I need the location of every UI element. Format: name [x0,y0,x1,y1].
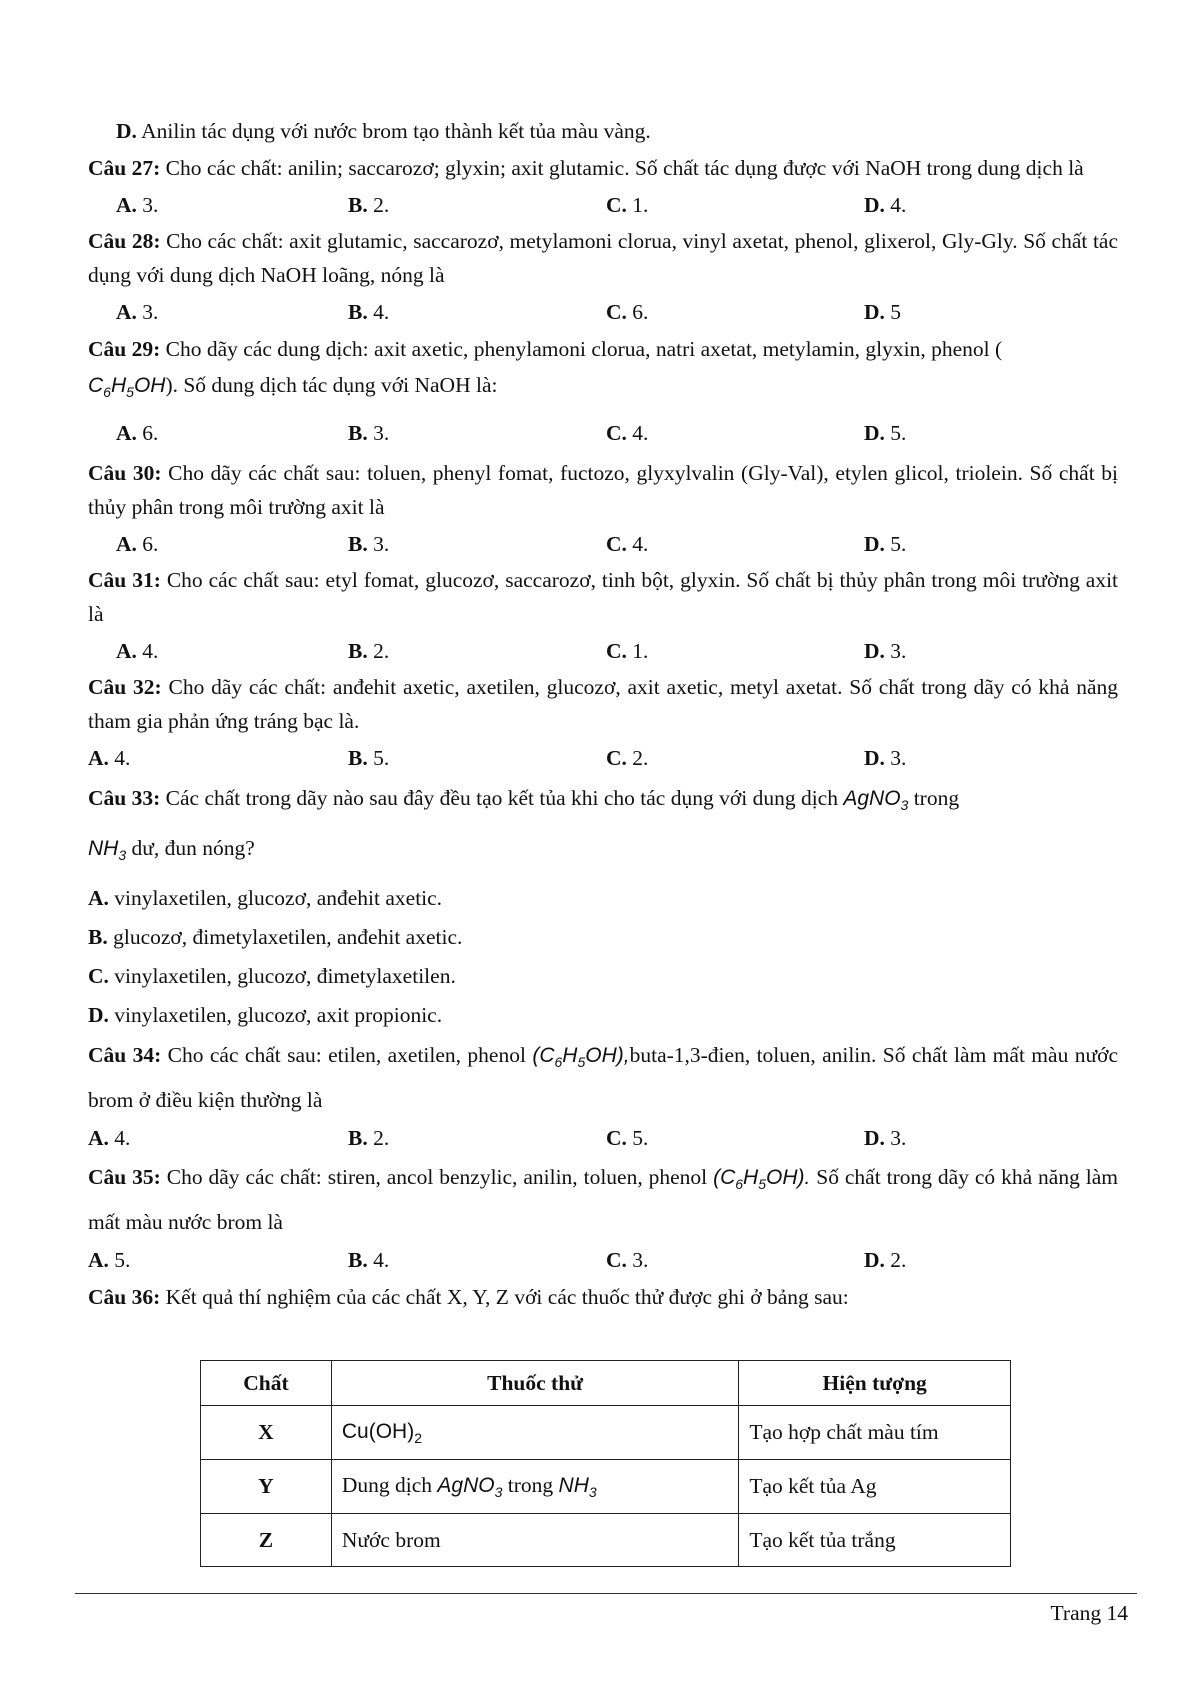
answer-b: B. glucozơ, đimetylaxetilen, anđehit axetic. [88,924,463,949]
table-header: Chất [201,1361,332,1406]
question-label: Câu 27: [88,156,161,180]
option-c: C. 1. [606,192,649,217]
question-text-cont: Số chất trong dãy có khả năng làm mất màu nước brom là [88,1164,1118,1234]
option-b: B. 4. [348,1248,390,1273]
question-35 [88,1158,1118,1241]
formula-c6h5oh: $C_6H_5OH$ [88,374,166,401]
table-header: Hiện tượng [739,1361,1011,1406]
option-d: D. 5. [864,421,907,446]
option-b: B. 2. [348,192,390,217]
question-31 [88,563,1118,631]
question-text: Cho dãy các chất: stiren, ancol benzylic, anilin, toluen, phenol [166,1164,708,1189]
option-a: A. 4. [88,1126,131,1151]
option-b: B. 2. [348,1126,390,1151]
option-b: B. 3. [348,421,390,446]
question-label: Câu 29: [88,337,161,361]
table-cell-chat: Y [201,1460,332,1514]
formula-agno3: AgNO$_3$ [843,787,909,814]
q32-options [88,738,1118,777]
answer-d: D. vinylaxetilen, glucozơ, axit propionic. [88,1002,443,1027]
q27-options [88,185,1118,224]
table-cell-reagent: $Cu(OH)_2$ [331,1406,738,1460]
option-d: D. 5. [864,531,907,556]
table-row [201,1460,1011,1514]
question-36 [88,1280,1118,1314]
option-c: C. 1. [606,638,649,663]
question-label: Câu 32: [88,675,162,700]
option-d: D. 3. [864,638,907,663]
table-header: Thuốc thử [331,1361,738,1406]
table-cell-reagent: Nước brom [331,1514,738,1567]
question-text: Cho dãy các chất sau: toluen, phenyl fomat, fuctozo, glyxylvalin (Gly-Val), etylen glicol, triolein. Số chất bị thủy phân trong môi trường axit là [88,461,1118,520]
option-a: A. 6. [116,421,159,446]
question-text-cont: buta-1,3-đien, toluen, anilin. Số chất làm mất màu nước brom ở điều kiện thường là [88,1042,1119,1112]
formula-c6h5oh: $(C_6H_5OH)$. [713,1165,811,1192]
q29-options [88,410,1118,456]
formula-c6h5oh: $(C_6H_5OH)$, [532,1043,630,1070]
answer-c: C. vinylaxetilen, glucozơ, đimetylaxetilen. [88,963,456,988]
formula-nh3: $NH_3$ [88,837,127,864]
question-label: Câu 35: [88,1164,161,1189]
question-text: Các chất trong dãy nào sau đây đều tạo kết tủa khi cho tác dụng với dung dịch [165,786,838,811]
option-a: A. 4. [116,638,159,663]
q30-options [88,524,1118,563]
question-label: Câu 28: [88,229,161,253]
question-30 [88,456,1118,524]
q26-option-d [88,114,1118,148]
option-text: Anilin tác dụng với nước brom tạo thành kết tủa màu vàng. [141,119,651,143]
question-text: Kết quả thí nghiệm của các chất X, Y, Z với các thuốc thử được ghi ở bảng sau: [165,1284,849,1309]
question-label: Câu 33: [88,786,161,811]
option-a: A. 4. [88,745,131,770]
option-d: D. 4. [864,192,907,217]
table-cell-reagent: Dung dịch AgNO$_3$ trong $NH_3$ [331,1460,738,1514]
option-b: B. 5. [348,745,390,770]
question-text: Cho các chất sau: etilen, axetilen, phenol [167,1042,526,1067]
q31-options [88,631,1118,670]
question-text: Cho các chất sau: etyl fomat, glucozơ, saccarozơ, tinh bột, glyxin. Số chất bị thủy phân trong môi trường axit là [88,568,1119,627]
option-b: B. 3. [348,531,390,556]
results-table [200,1360,1011,1567]
q28-options [88,292,1118,331]
question-text: Cho các chất: axit glutamic, saccarozơ, metylamoni clorua, vinyl axetat, phenol, glixerol, Gly-Gly. Số chất tác dụng với dung dịch NaOH loãng, nóng là [88,229,1118,287]
question-text-cont: ). Số dung dịch tác dụng với NaOH là: [165,373,498,397]
option-d: D. 5 [864,299,902,324]
option-b: B. 2. [348,638,390,663]
table-cell-phenomenon: Tạo kết tủa Ag [739,1460,1011,1514]
footer-divider [75,1593,1137,1594]
question-label: Câu 30: [88,461,162,486]
option-c: C. 4. [606,531,649,556]
question-label: Câu 36: [88,1284,161,1309]
option-c: C. 4. [606,421,649,446]
question-text: Cho dãy các dung dịch: axit axetic, phenylamoni clorua, natri axetat, metylamin, glyxin, phenol ( [165,337,1003,361]
option-c: C. 2. [606,745,649,770]
option-b: B. 4. [348,299,390,324]
table-cell-chat: X [201,1406,332,1460]
question-27 [88,151,1118,185]
table-row [201,1514,1011,1567]
question-28 [88,224,1118,292]
option-c: C. 6. [606,299,649,324]
question-29 [88,331,1118,410]
option-a: A. 6. [116,531,159,556]
page-number: Trang 14 [1050,1601,1128,1625]
table-header-row [201,1361,1011,1406]
option-label: D. [116,119,137,143]
question-34 [88,1036,1118,1119]
table-cell-phenomenon: Tạo hợp chất màu tím [739,1406,1011,1460]
question-label: Câu 31: [88,568,161,593]
table-row [201,1406,1011,1460]
answer-a: A. vinylaxetilen, glucozơ, anđehit axetic. [88,885,443,910]
question-label: Câu 34: [88,1042,162,1067]
q35-options [88,1241,1118,1280]
option-a: A. 3. [116,299,159,324]
question-list [88,114,1118,1314]
question-33: Câu 33: Các chất trong dãy nào sau đây đều tạo kết tủa khi cho tác dụng với dung dịch AgNO$_3$ trong $NH_3$ dư, đun nóng? [88,786,960,864]
q34-options [88,1119,1118,1158]
option-a: A. 5. [88,1248,131,1273]
option-d: D. 3. [864,1126,907,1151]
option-c: C. 5. [606,1126,649,1151]
q33-answers [88,880,1118,1034]
option-c: C. 3. [606,1248,649,1273]
option-a: A. 3. [116,192,159,217]
question-text: Cho dãy các chất: anđehit axetic, axetilen, glucozơ, axit axetic, metyl axetat. Số chất trong dãy có khả năng tham gia phản ứng tráng bạc là. [88,675,1118,734]
option-d: D. 3. [864,745,907,770]
table-cell-phenomenon: Tạo kết tủa trắng [739,1514,1011,1567]
table-cell-chat: Z [201,1514,332,1567]
option-d: D. 2. [864,1248,907,1273]
question-text: Cho các chất: anilin; saccarozơ; glyxin; axit glutamic. Số chất tác dụng được với NaOH trong dung dịch là [165,156,1084,180]
question-32 [88,670,1118,738]
